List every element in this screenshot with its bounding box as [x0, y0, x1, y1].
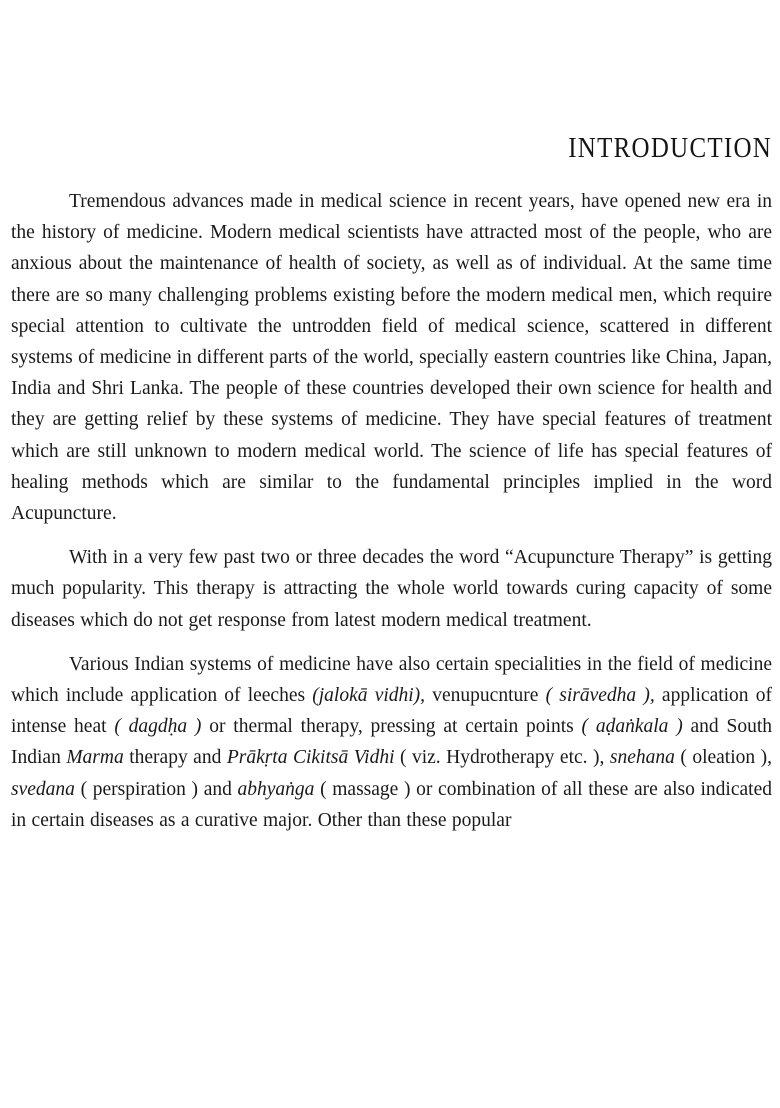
paragraph-2-text: With in a very few past two or three decades the word “Acupuncture Therapy” is getting much popularity. This therapy is attracting the whole world towards curing capacity of some diseases which do not get response from latest modern medical treatment.: [11, 547, 772, 631]
paragraph-3-text: ( massage ) or combination of all these are also indicated in certain diseases as a curative major. Other than these popular: [11, 778, 772, 831]
paragraph-1-text: Tremendous advances made in medical science in recent years, have opened new era in the history of medicine. Modern medical scientists have attracted most of the people, who are anxious about the maintenance of health of society, as well as of individual. At the same time there are so many challenging problems existing before the modern medical men, which require special attention to cultivate the untrodden field of medical science, scattered in different systems of medicine in different parts of the world, specially eastern countries like China, Japan, India and Shri Lanka. The people of these countries developed their own science for health and they are getting relief by these systems of medicine. They have special features of treatment which are still unknown to modern medical world. The science of life has special features of healing methods which are similar to the fundamental principles implied in the word Acupuncture.: [11, 191, 772, 525]
term-adankala: ( aḍaṅkala ): [581, 716, 683, 738]
term-abhyanga: abhyaṅga: [237, 778, 315, 800]
term-marma: Marma: [66, 747, 124, 769]
paragraph-3-text: venupucnture: [425, 685, 546, 707]
paragraph-3-text: ( perspiration ) and: [74, 778, 238, 800]
paragraph-3-text: therapy and: [123, 747, 227, 769]
paragraph-3-text: and South Indian: [11, 716, 772, 769]
chapter-heading: INTRODUCTION: [568, 132, 772, 164]
paragraph-3-text: ( oleation ),: [674, 747, 772, 769]
term-dagdha: ( dagdḥa ): [114, 716, 202, 738]
term-siravedha: ( sirāvedha ),: [545, 685, 655, 707]
term-jaloka-vidhi: (jalokā vidhi),: [312, 685, 426, 707]
term-snehana: snehana: [609, 747, 675, 769]
paragraph-2: [11, 542, 772, 636]
paragraph-3-text: Various Indian systems of medicine have also certain specialities in the field of medicine which include application of leeches: [11, 653, 772, 707]
paragraph-3-text: ( viz. Hydrotherapy etc. ),: [394, 747, 610, 769]
term-svedana: svedana: [11, 778, 75, 800]
paragraph-3: [11, 649, 772, 836]
paragraph-3-text: application of intense heat: [11, 685, 772, 738]
body-text: [11, 186, 772, 836]
term-prakrta-cikitsa-vidhi: Prākṛta Cikitsā Vidhi: [226, 747, 395, 769]
paragraph-3-text: or thermal therapy, pressing at certain points: [201, 716, 582, 738]
paragraph-1: [11, 186, 772, 529]
